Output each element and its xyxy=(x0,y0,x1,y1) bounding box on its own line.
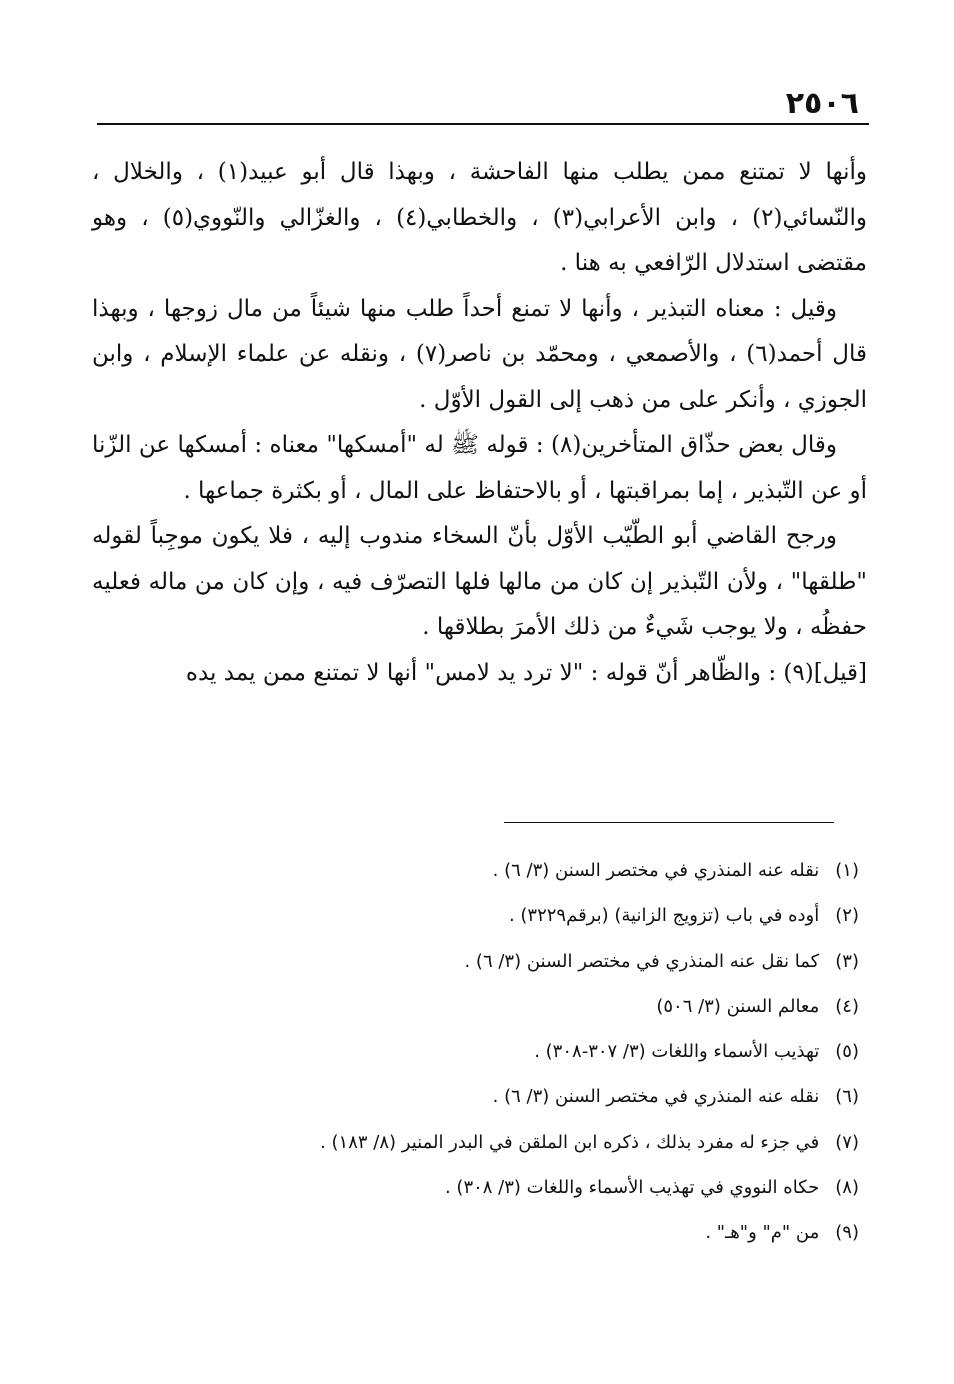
paragraph: وقال بعض حذّاق المتأخرين(٨) : قوله ﷺ له "أمسكها" معناه : أمسكها عن الزّنا أو عن التّبذير ، إما بمراقبتها ، أو بالاحتفاظ على المال ، أو بكثرة جماعها . xyxy=(92,432,867,504)
footnote-number: (١) xyxy=(835,860,859,881)
footnote-text: معالم السنن (٣/ ٥٠٦) xyxy=(656,995,820,1017)
footnote-text: أوده في باب (تزويج الزانية) (برقم٣٢٢٩) . xyxy=(508,905,820,927)
footnote-separator xyxy=(504,822,834,823)
footnote-number: (٥) xyxy=(835,1041,859,1063)
footnote xyxy=(200,848,859,893)
footnote xyxy=(200,1165,859,1210)
footnote-text: حكاه النووي في تهذيب الأسماء واللغات (٣/ ٣٠٨) . xyxy=(444,1177,820,1199)
footnote-number: (٤) xyxy=(835,995,859,1017)
footnote xyxy=(200,984,859,1029)
footnote-number: (٢) xyxy=(835,905,859,927)
footnote-text: في جزء له مفرد بذلك ، ذكره ابن الملقن في البدر المنير (٨/ ١٨٣) . xyxy=(320,1131,820,1153)
paragraph: وأنها لا تمتنع ممن يطلب منها الفاحشة ، وبهذا قال أبو عبيد(١) ، والخلال ، والنّسائي(٢) ، وابن الأعرابي(٣) ، والخطابي(٤) ، والغزّالي والنّووي(٥) ، وهو مقتضى استدلال الرّافعي به هنا . xyxy=(92,159,867,276)
paragraph: ورجح القاضي أبو الطّيّب الأوّل بأنّ السخاء مندوب إليه ، فلا يكون موجِباً لقوله "طلقها" ، ولأن التّبذير إن كان من مالها فلها التصرّف فيه ، وإن كان من ماله فعليه حفظُه ، ولا يوجب شَيءٌ من ذلك الأمرَ بطلاقها . xyxy=(92,523,867,640)
footnote-number: (٩) xyxy=(835,1222,859,1244)
footnote-text: نقله عنه المنذري في مختصر السنن (٣/ ٦) . xyxy=(492,1086,820,1108)
footnote-text: من "م" و"هـ" . xyxy=(705,1222,820,1244)
page-number: ٢٥٠٦ xyxy=(785,86,859,121)
paragraph: [قيل](٩) : والظّاهر أنّ قوله : "لا ترد يد لامس" أنها لا تمتنع ممن يمد يده xyxy=(185,659,867,686)
footnote-text: كما نقل عنه المنذري في مختصر السنن (٣/ ٦) . xyxy=(464,950,820,972)
footnote xyxy=(200,893,859,938)
footnote-text: تهذيب الأسماء واللغات (٣/ ٣٠٧-٣٠٨) . xyxy=(534,1041,820,1063)
footnote xyxy=(200,1120,859,1165)
footnote xyxy=(200,1074,859,1119)
footnote xyxy=(200,1210,859,1255)
footnote-number: (٨) xyxy=(835,1177,859,1199)
footnote-number: (٧) xyxy=(835,1131,859,1153)
footnote xyxy=(200,1029,859,1074)
paragraph: وقيل : معناه التبذير ، وأنها لا تمنع أحداً طلب منها شيئاً من مال زوجها ، وبهذا قال أحمد(٦) ، والأصمعي ، ومحمّد بن ناصر(٧) ، ونقله عن علماء الإسلام ، وابن الجوزي ، وأنكر على من ذهب إلى القول الأوّل . xyxy=(92,295,867,413)
footnote-number: (٣) xyxy=(835,950,859,972)
footnote-text: نقله عنه المنذري في مختصر السنن (٣/ ٦) . xyxy=(492,860,820,881)
footnote xyxy=(200,939,859,984)
footnotes xyxy=(200,848,859,1256)
body-text xyxy=(92,150,867,696)
footnote-number: (٦) xyxy=(835,1086,859,1108)
header-rule xyxy=(97,123,869,125)
